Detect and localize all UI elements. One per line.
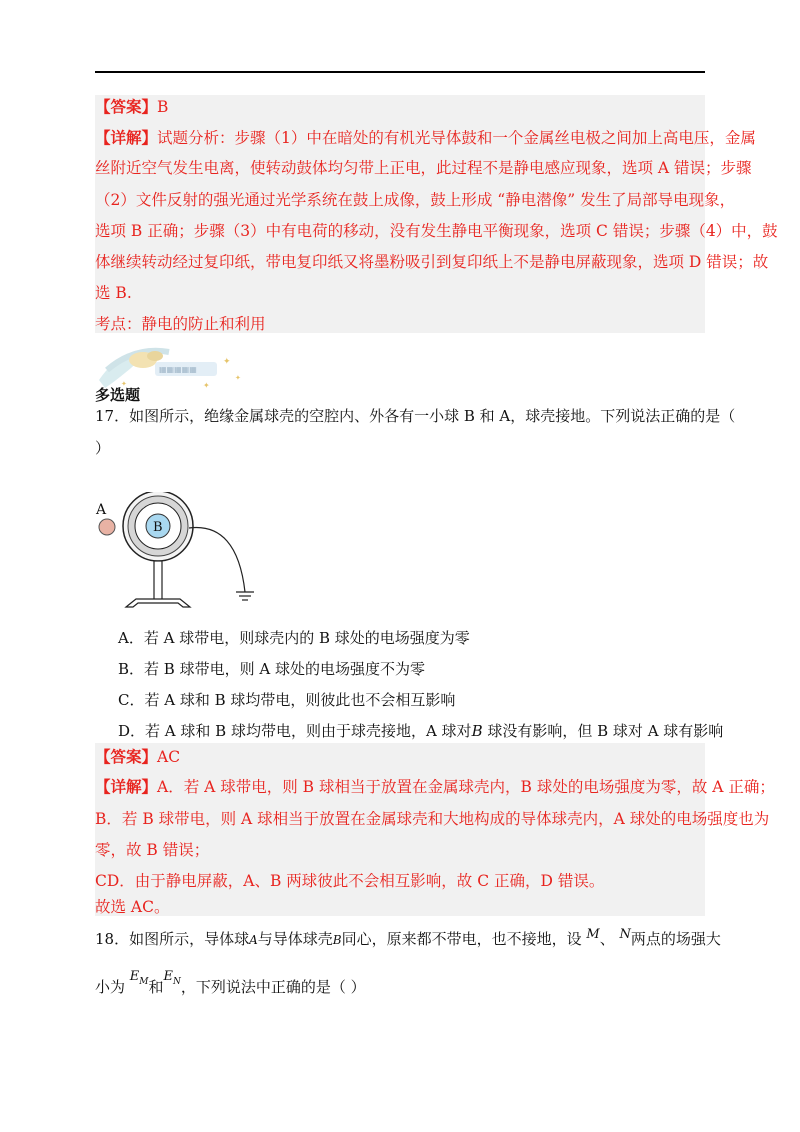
- label-a: A: [96, 502, 107, 518]
- detail-line: 体继续转动经过复印纸，带电复印纸又将墨粉吸引到复印纸上不是静电屏蔽现象，选项 D 错误；故: [95, 253, 769, 271]
- ball-a: [99, 519, 115, 535]
- subscript-m: M: [139, 977, 149, 987]
- question-17-stem-end: ）: [95, 439, 111, 457]
- detail-line: B．若 B 球带电，则 A 球相当于放置在金属球壳和大地构成的导体球壳内，A 球处的电场强度也为: [95, 810, 770, 828]
- svg-text:▦▦▦▦▦: ▦▦▦▦▦: [159, 365, 197, 374]
- detail-line: CD．由于静电屏蔽，A、B 两球彼此不会相互影响，故 C 正确，D 错误。: [95, 872, 605, 890]
- detail-line: 故选 AC。: [95, 898, 170, 916]
- var-a: A: [249, 933, 258, 947]
- var-m: M: [586, 927, 600, 942]
- answer-value: B: [157, 98, 169, 116]
- label-b: B: [153, 520, 163, 535]
- option-b: B．若 B 球带电，则 A 球处的电场强度不为零: [118, 660, 425, 678]
- question-17-stem: 17．如图所示，绝缘金属球壳的空腔内、外各有一小球 B 和 A，球壳接地。下列说法正确的是（: [95, 407, 736, 425]
- stand-base: [126, 599, 190, 607]
- ground-wire: [189, 528, 245, 592]
- kaodian-line: 考点：静电的防止和利用: [95, 315, 266, 333]
- q18-text: 小为: [95, 978, 126, 996]
- answer-tag: 【答案】: [95, 97, 158, 116]
- q18-text: 同心，原来都不带电，也不接地，设: [341, 930, 582, 948]
- answer-line-17: [95, 746, 705, 768]
- symbol-e: E: [129, 969, 140, 984]
- option-d-part2: 球没有影响，但 B 球对 A 球有影响: [482, 722, 724, 740]
- svg-text:✦: ✦: [121, 380, 127, 388]
- answer-line-16: [95, 96, 705, 118]
- q18-text: 和: [148, 978, 164, 996]
- detail-line: 丝附近空气发生电离，使转动鼓体均匀带上正电，此过程不是静电感应现象，选项 A 错误；步骤: [95, 159, 752, 177]
- q18-text: 两点的场强大: [630, 930, 721, 948]
- detail-line: （2）文件反射的强光通过光学系统在鼓上成像，鼓上形成 “静电潜像” 发生了局部导电现象，: [95, 191, 736, 209]
- detail-tag: 【详解】: [95, 128, 158, 147]
- section-heading: 多选题: [95, 386, 141, 404]
- question-18-stem-line2: [95, 969, 705, 1001]
- metal-shell-figure: [92, 492, 272, 617]
- option-a: A．若 A 球带电，则球壳内的 B 球处的电场强度为零: [118, 629, 470, 647]
- option-c: C．若 A 球和 B 球均带电，则彼此也不会相互影响: [118, 691, 456, 709]
- option-d-part1: D．若 A 球和 B 球均带电，则由于球壳接地，A 球对: [118, 722, 472, 740]
- option-d-italic-b: B: [471, 722, 483, 740]
- symbol-e: E: [163, 969, 174, 984]
- question-18-stem: [95, 927, 721, 952]
- answer-value: AC: [157, 748, 181, 766]
- detail-line: 选 B.: [95, 284, 132, 302]
- detail-tag: 【详解】: [95, 777, 158, 796]
- q18-text: 与导体球壳: [257, 930, 333, 948]
- q18-text: ，下列说法中正确的是（ ）: [180, 978, 366, 996]
- detail-line: [95, 776, 775, 798]
- q18-text: 、: [599, 930, 615, 948]
- svg-text:✦: ✦: [235, 374, 241, 382]
- field-en: [163, 966, 181, 987]
- detail-line: [95, 127, 756, 149]
- answer-tag: 【答案】: [95, 747, 158, 766]
- subscript-n: N: [173, 977, 181, 987]
- svg-text:✦: ✦: [203, 381, 210, 390]
- header-rule: [95, 71, 705, 73]
- q18-text: 18．如图所示，导体球: [95, 930, 250, 948]
- detail-text: A．若 A 球带电，则 B 球相当于放置在金属球壳内，B 球处的电场强度为零，故 A 正确；: [157, 778, 775, 796]
- detail-text: 试题分析：步骤（1）中在暗处的有机光导体鼓和一个金属丝电极之间加上高电压，金属: [157, 129, 756, 147]
- detail-line: 零，故 B 错误；: [95, 841, 210, 859]
- var-b: B: [332, 933, 342, 947]
- var-n: N: [619, 927, 631, 942]
- svg-text:✦: ✦: [223, 357, 231, 367]
- detail-line: 选项 B 正确；步骤（3）中有电荷的移动，没有发生静电平衡现象，选项 C 错误；步骤（4）中，鼓: [95, 222, 778, 240]
- field-em: [129, 966, 149, 987]
- insulating-stand: [154, 561, 162, 601]
- option-d: [118, 720, 723, 742]
